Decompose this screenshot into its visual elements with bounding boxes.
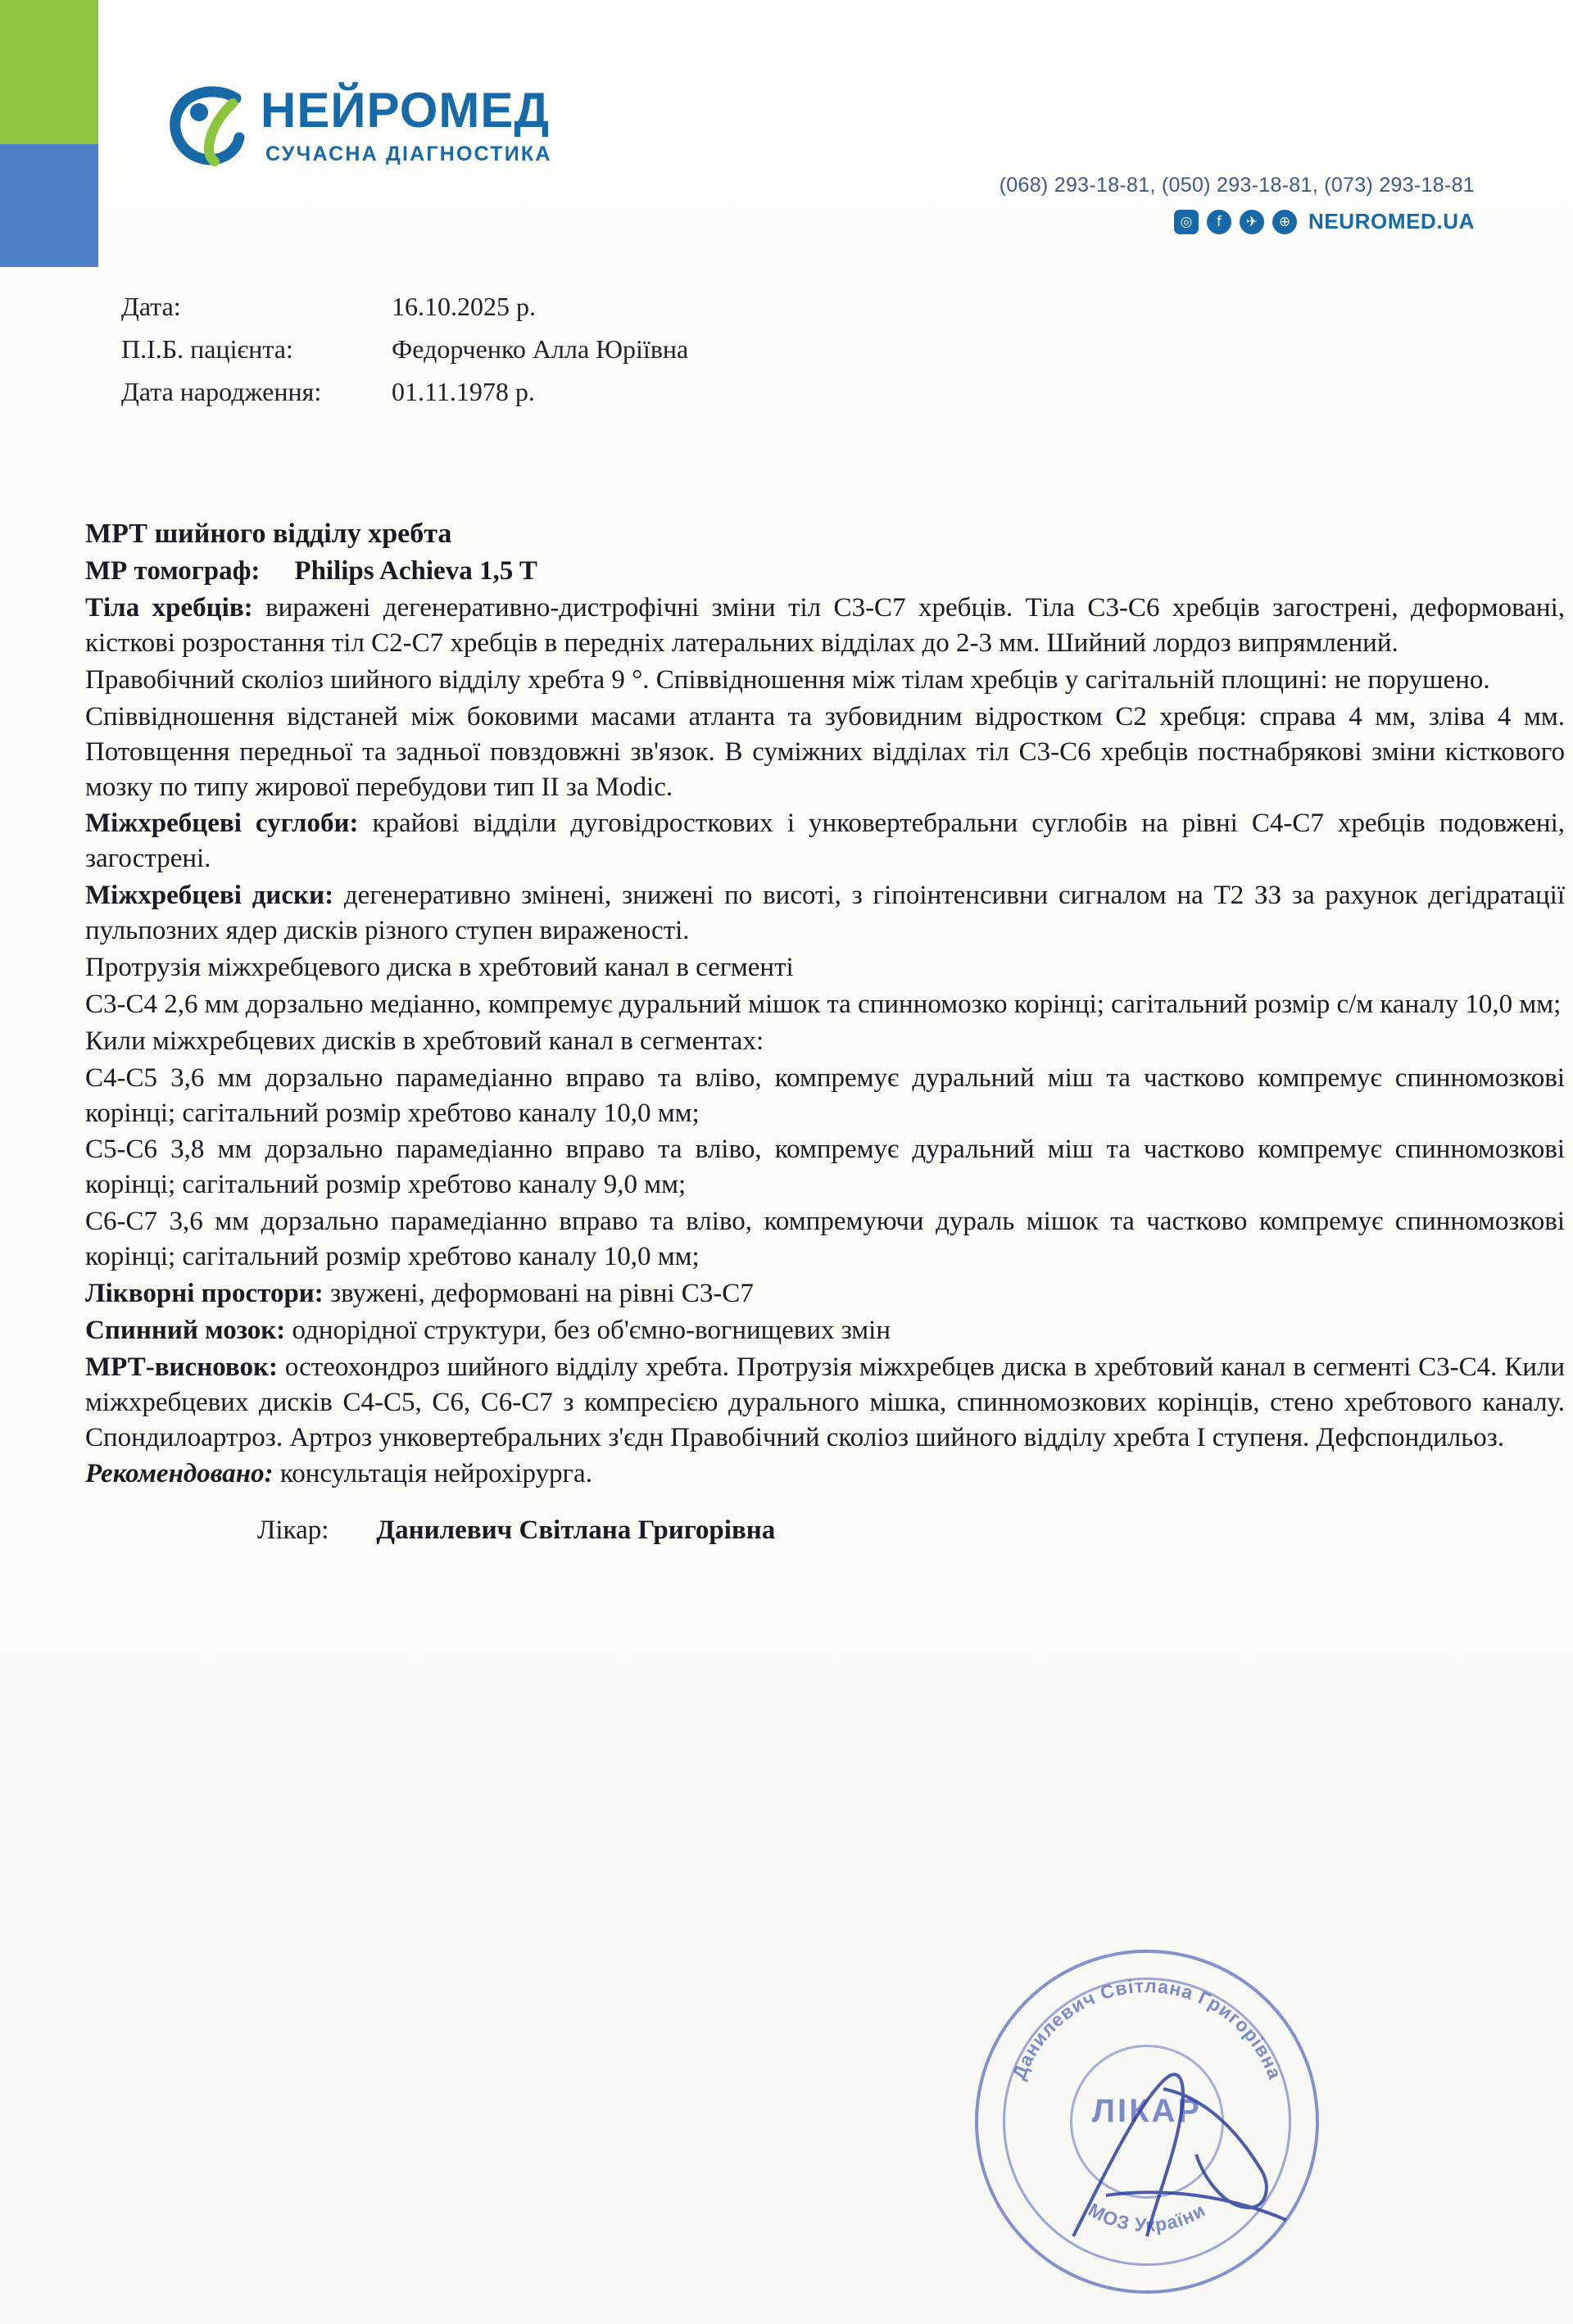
website-link[interactable]: NEUROMED.UA <box>1308 209 1475 233</box>
report-body <box>85 516 1565 1548</box>
vertebral-bodies-label: Тіла хребців: <box>85 593 253 623</box>
conclusion-label: МРТ-висновок: <box>85 1352 278 1382</box>
stamp-inner-ring <box>1003 1974 1291 2266</box>
brand-logo <box>161 79 552 174</box>
protrusion-c3c4: С3-С4 2,6 мм дорзально медіанно, компремує дуральний мішок та спинномозко корінці; сагітальний розмір с/м каналу 10,0 мм; <box>85 989 1562 1019</box>
phone-numbers: (068) 293-18-81, (050) 293-18-81, (073) 293-18-81 <box>999 174 1475 197</box>
meta-row-birth <box>121 374 1186 410</box>
recommendation-text: консультація нейрохірурга. <box>273 1459 592 1489</box>
discs-text: дегенеративно змінені, знижені по висоті, з гіпоінтенсивни сигналом на Т2 ЗЗ за рахунок дегідратації пульпозних ядер дисків різного ступен вираженості. <box>85 881 1566 946</box>
vertebral-bodies-text: виражені дегенеративно-дистрофічні зміни тіл С3-С7 хребців. Тіла С3-С6 хребців загострені, деформовані, кісткові розростання тіл С2-С7 хребців в передніх латеральних відділах до 2-3 мм. Шийний лордоз випрямлений. <box>85 593 1566 658</box>
stamp-core-ring <box>1070 2045 1224 2199</box>
handwritten-signature <box>1057 2032 1327 2277</box>
hernia-c6c7: С6-С7 3,6 мм дорзально парамедіанно вправо та вліво, компремуючи дураль мішок та частково компремує спинномозкові корінці; сагітальний розмір хребтово каналу 10,0 мм; <box>85 1207 1565 1272</box>
patient-value: Федорченко Алла Юріївна <box>392 334 689 365</box>
hernias-intro: Кили міжхребцевих дисків в хребтовий канал в сегментах: <box>85 1026 764 1056</box>
patient-label: П.І.Б. пацієнта: <box>121 334 293 365</box>
recommendation-label: Рекомендовано: <box>85 1459 274 1489</box>
brand-tagline: СУЧАСНА ДІАГНОСТИКА <box>265 143 552 165</box>
atlas-paragraph: Співвідношення відстаней між боковими масами атланта та зубовидним відростком С2 хребця: справа 4 мм, зліва 4 мм. Потовщення передньої та задньої повздовжні зв'язок. В суміжних відділах тіл С3-С6 хребців постнабрякові зміни кісткового мозку по типу жирової перебудови тип ІІ за Modic. <box>85 701 1565 802</box>
stamp-center-text: ЛІКАР <box>1091 2093 1203 2129</box>
doctor-stamp <box>975 1950 1319 2294</box>
discs-paragraph <box>85 878 1565 949</box>
discs-label: Міжхребцеві диски: <box>85 881 334 911</box>
contacts-block <box>1000 174 1475 234</box>
joints-text: крайові відділи дуговідросткових і унковертебральни суглобів на рівні С4-С7 хребців подовжені, загострені. <box>85 809 1565 874</box>
hernia-c4c5: С4-С5 3,6 мм дорзально парамедіанно вправо та вліво, компремує дуральний міш та частково компремує спинномозкові корінці; сагітальний розмір хребтово каналу 10,0 мм; <box>85 1062 1565 1128</box>
patient-meta <box>121 288 1186 416</box>
stamp-top-text: Данилевич Світлана Григорівна <box>1008 1974 1286 2083</box>
doctor-name: Данилевич Світлана Григорівна <box>376 1515 776 1546</box>
date-value: 16.10.2025 р. <box>392 292 536 321</box>
cord-paragraph <box>85 1313 1565 1348</box>
stamp-circular-text <box>975 1950 1319 2294</box>
cord-text: однорідної структури, без об'ємно-вогнищевих змін <box>285 1315 891 1345</box>
birth-value: 01.11.1978 р. <box>392 377 535 407</box>
brand-name: НЕЙРОМЕД <box>261 83 551 138</box>
csf-paragraph <box>85 1276 1565 1311</box>
instagram-icon[interactable]: ◎ <box>1174 210 1199 234</box>
conclusion-paragraph <box>85 1350 1565 1456</box>
birth-label: Дата народження: <box>121 377 322 407</box>
svg-text:МОЗ України <box>1085 2199 1209 2236</box>
csf-text: звужені, деформовані на рівні С3-С7 <box>323 1279 754 1308</box>
vertebral-bodies-paragraph <box>85 591 1565 661</box>
doctor-label: Лікар: <box>257 1515 329 1546</box>
letterhead-header <box>0 0 1573 270</box>
protrusion-intro: Протрузія міжхребцевого диска в хребтовий канал в сегменті <box>85 952 794 982</box>
csf-label: Лікворні простори: <box>85 1279 324 1308</box>
doctor-signature-line <box>257 1513 1565 1548</box>
recommendation-paragraph <box>85 1456 1565 1492</box>
joints-paragraph <box>85 806 1565 877</box>
stamp-bottom-text: МОЗ України <box>1085 2199 1209 2236</box>
svg-text:Данилевич Світлана Григорівна <box>1008 1975 1285 2082</box>
machine-value: Philips Achieva 1,5 T <box>294 556 537 587</box>
meta-row-patient <box>121 331 1186 367</box>
stamp-outer-ring <box>975 1950 1319 2294</box>
machine-label: МР томограф: <box>85 556 261 587</box>
telegram-icon[interactable]: ✈ <box>1240 210 1264 234</box>
globe-icon[interactable]: ⊕ <box>1272 210 1297 234</box>
machine-line <box>85 554 1565 589</box>
report-title: МРТ шийного відділу хребта <box>85 519 452 549</box>
neuron-swirl-icon <box>161 79 256 174</box>
date-label: Дата: <box>121 292 181 321</box>
facebook-icon[interactable]: f <box>1207 210 1231 234</box>
conclusion-text: остеохондроз шийного відділу хребта. Протрузія міжхребцев диска в хребтовий канал в сегменті С3-С4. Кили міжхребцевих дисків С4-С5, С6, С6-С7 з компресією дурального мішка, спинномозкових корінців, стено хребтового каналу. Спондилоартроз. Артроз унковертебральних з'єдн Правобічний сколіоз шийного відділу хребта І ступеня. Дефспондильоз. <box>85 1352 1565 1452</box>
joints-label: Міжхребцеві суглоби: <box>85 809 359 839</box>
hernia-c5c6: С5-С6 3,8 мм дорзально парамедіанно вправо та вліво, компремує дуральний міш та частково компремує спинномозкові корінці; сагітальний розмір хребтово каналу 9,0 мм; <box>85 1135 1565 1200</box>
meta-row-date <box>121 288 1186 324</box>
scoliosis-paragraph: Правобічний сколіоз шийного відділу хребта 9 °. Співвідношення між тілам хребців у сагітальній площині: не порушено. <box>85 664 1490 695</box>
social-row <box>1000 209 1475 234</box>
cord-label: Спинний мозок: <box>85 1315 286 1345</box>
